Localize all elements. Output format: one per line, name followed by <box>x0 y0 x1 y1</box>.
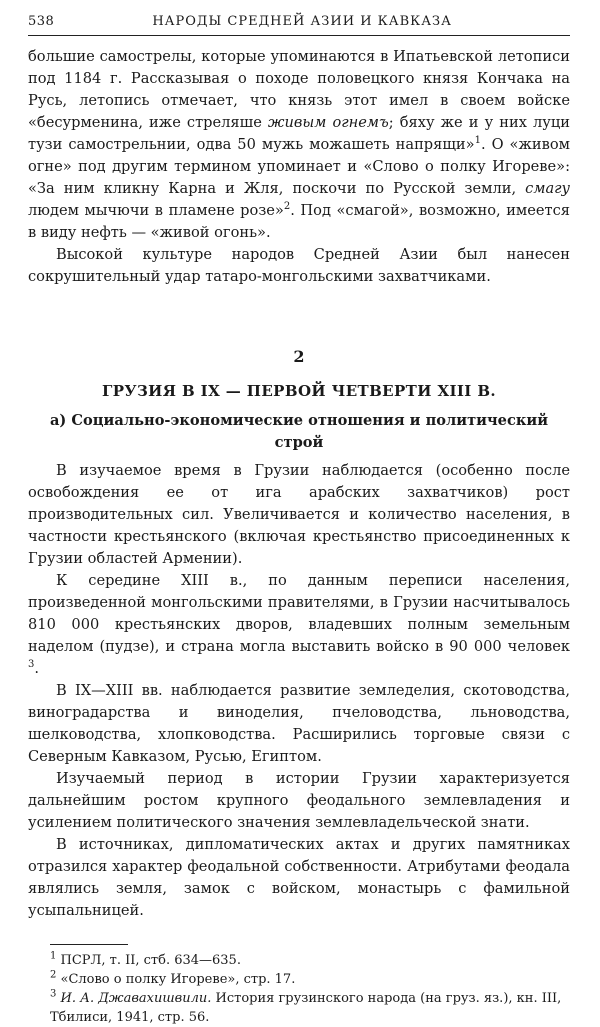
footnote-rule <box>50 944 128 945</box>
page-number: 538 <box>28 14 55 29</box>
emphasis-smaga: смагу <box>525 180 570 197</box>
footnote-3: $^3$ И. А. Джавахишвили. История грузинского народа (на груз. яз.), кн. III, Тбилиси, 1941, стр. 56. <box>50 988 562 1025</box>
footnote-2: $^2$ «Слово о полку Игореве», стр. 17. <box>50 969 296 987</box>
paragraph-1: большие самострелы, которые упоминаются в Ипатьевской летописи под 1184 г. Рассказывая о походе половецкого князя Кончака на Русь, летопись отмечает, что князь этот имел в своем войске «бесурменина, иже стреляше живым огнемъ; бяху же и у них луци тузи самострельнии, одва 50 мужь можашеть напрящи»$^1$. О «живом огне» под другим термином упоминает и «Слово о полку Игореве»: «За ним кликну Карна и Жля, поскочи по Русской земли, смагу людем мычючи в пламене розе»$^2$. Под «смагой», возможно, имеется в виду нефть — «живой огонь». <box>28 48 570 241</box>
footnote-ref-3[interactable]: 3 <box>28 659 35 671</box>
emphasis-live-fire: живым огнемъ <box>267 114 389 131</box>
main-text <box>28 46 570 922</box>
paragraph-5: В IX—XIII вв. наблюдается развитие земледелия, скотоводства, виноградарства и виноделия, пчеловодства, льноводства, шелководства, хлопководства. Расширились торговые связи с Северным Кавказом, Русью, Египтом. <box>28 682 570 765</box>
footnote-ref-1[interactable]: 1 <box>474 135 481 147</box>
paragraph-6: Изучаемый период в истории Грузии характеризуется дальнейшим ростом крупного феодального землевладения и усилением политического значения землевладельческой знати. <box>28 770 570 831</box>
header-rule <box>28 35 570 36</box>
section-number: 2 <box>293 347 305 366</box>
paragraph-4: К середине XIII в., по данным переписи населения, произведенной монгольскими правителями, в Грузии насчитывалось 810 000 крестьянских дворов, владевших полным земельным наделом (пудзе), и страна могла выставить войско в 90 000 человек $^3$. <box>28 572 570 677</box>
footnote-ref-2[interactable]: 2 <box>283 201 291 213</box>
subsection-title: а) Социально-экономические отношения и политический строй <box>49 412 549 451</box>
section-title: ГРУЗИЯ В IX — ПЕРВОЙ ЧЕТВЕРТИ XIII В. <box>101 382 497 400</box>
page-header <box>28 14 570 35</box>
running-title: НАРОДЫ СРЕДНЕЙ АЗИИ И КАВКАЗА <box>152 14 452 29</box>
paragraph-7: В источниках, дипломатических актах и других памятниках отразился характер феодальной собственности. Атрибутами феодала являлись земля, замок с войском, монастырь с фамильной усыпальницей. <box>28 836 570 919</box>
footnote-3-author: И. А. Джавахишвили. <box>60 991 212 1006</box>
footnote-1: $^1$ ПСРЛ, т. II, стб. 634—635. <box>50 950 241 968</box>
footnotes <box>28 951 570 1027</box>
paragraph-3: В изучаемое время в Грузии наблюдается (особенно после освобождения ее от ига арабских захватчиков) рост производительных сил. Увеличивается и количество населения, в частности крестьянского (включая крестьянство присоединенных к Грузии областей Армении). <box>28 462 570 567</box>
paragraph-2: Высокой культуре народов Средней Азии был нанесен сокрушительный удар татаро-монгольскими захватчиками. <box>28 246 570 285</box>
